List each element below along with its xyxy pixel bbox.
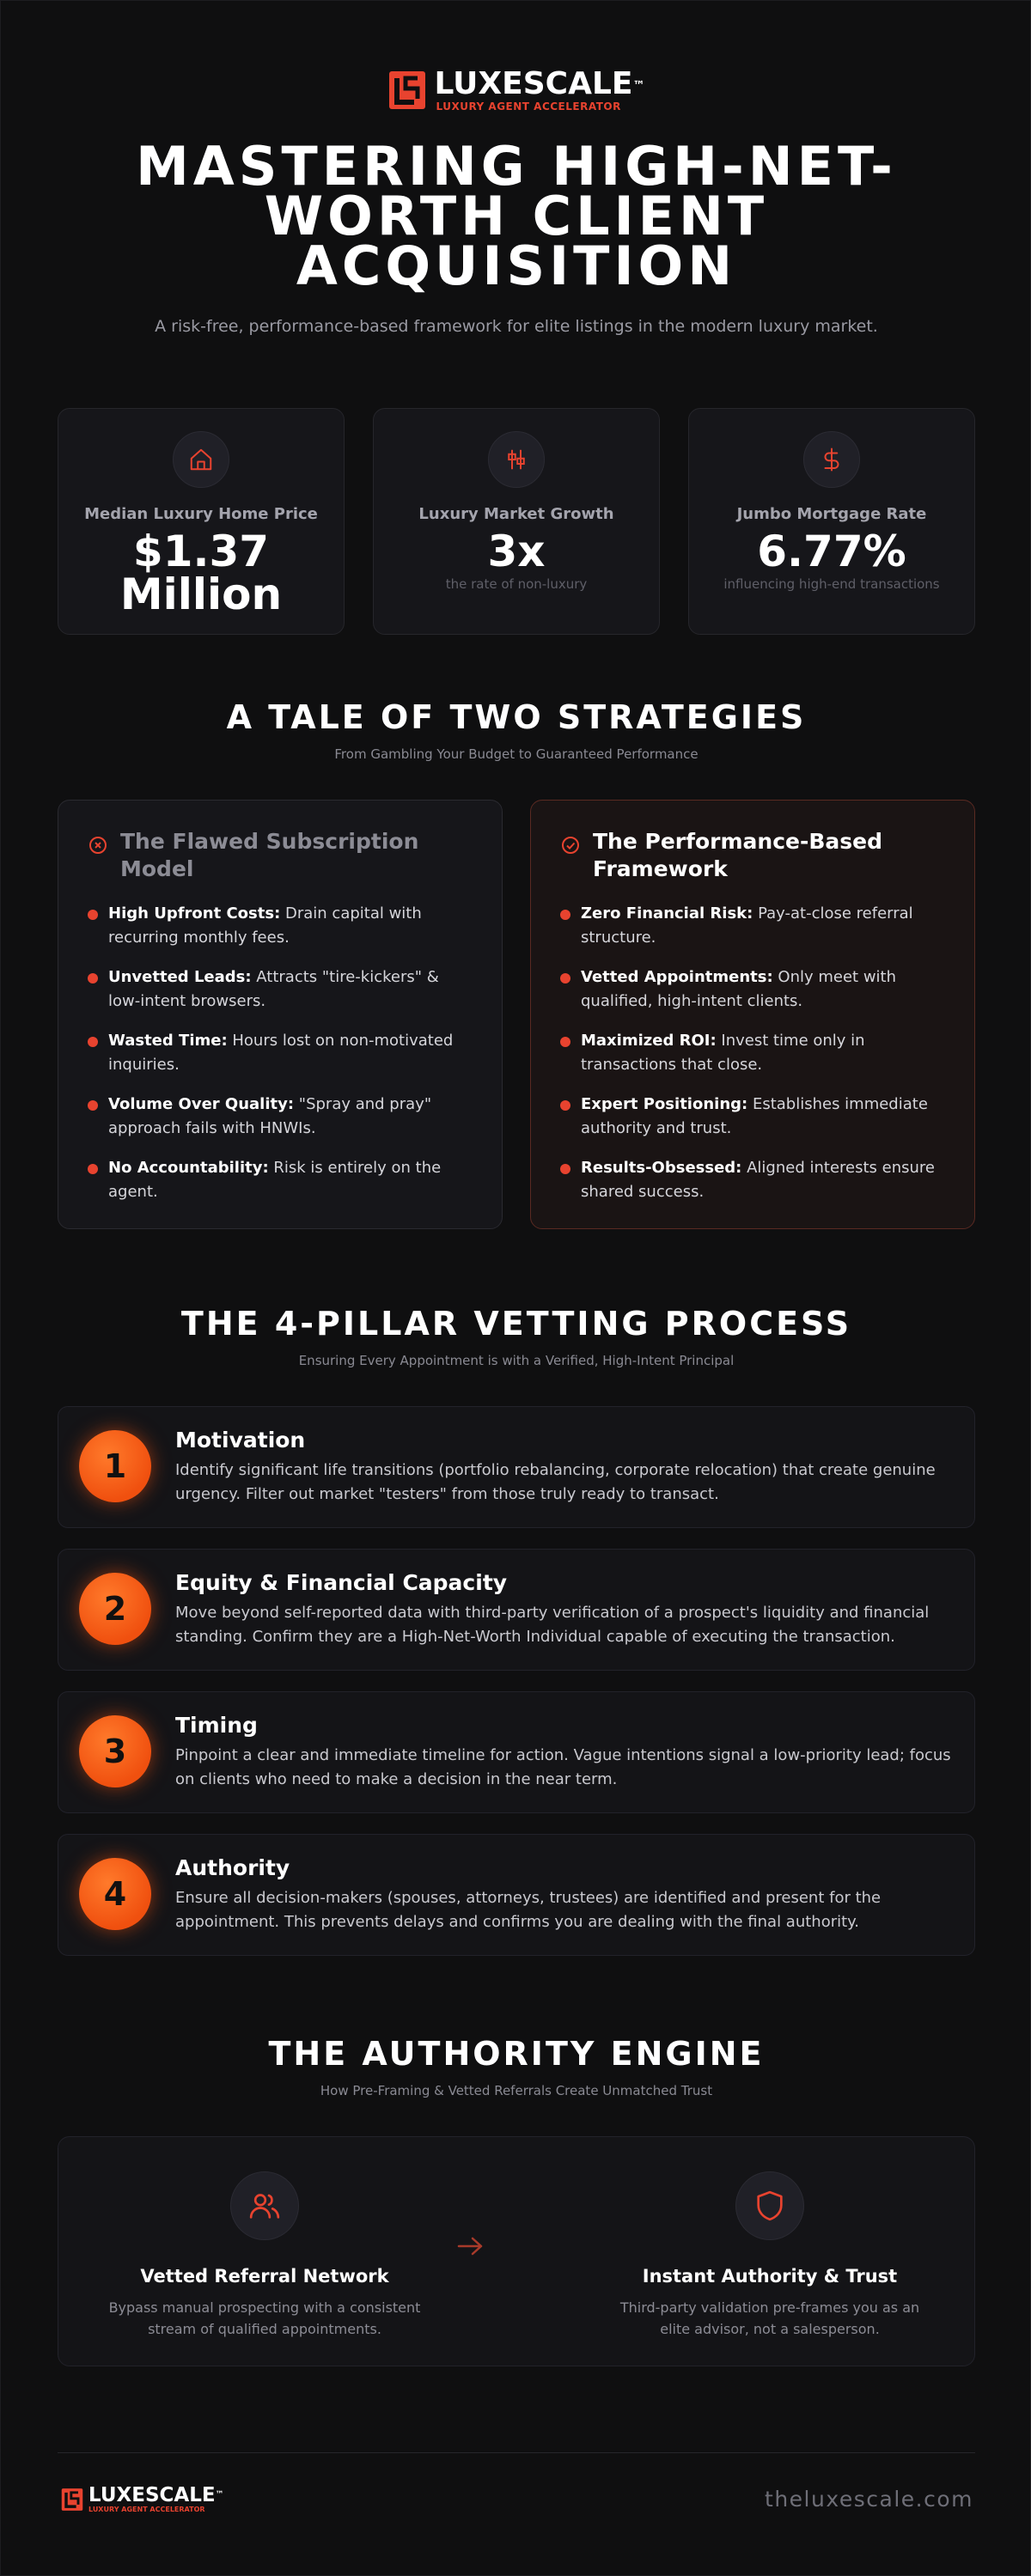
list-item: High Upfront Costs: Drain capital with recurring monthly fees. xyxy=(88,902,473,950)
list-item: Wasted Time: Hours lost on non-motivated inquiries. xyxy=(88,1029,473,1077)
pillar-description: Move beyond self-reported data with third-party verification of a prospect's liquidity and financial standing. Confirm they are a High-Net-Worth Individual capable of executing the transaction. xyxy=(175,1604,930,1646)
stat-value: $1.37 Million xyxy=(119,527,283,619)
pillar-title: Equity & Financial Capacity xyxy=(175,1570,508,1595)
strategies-title: A TALE OF TWO STRATEGIES xyxy=(226,698,807,736)
engine-subtitle: How Pre-Framing & Vetted Referrals Create Unmatched Trust xyxy=(320,2083,713,2098)
bullet-dot xyxy=(560,910,570,920)
list-item: Zero Financial Risk: Pay-at-close referral structure. xyxy=(560,902,945,950)
flawed-model-card xyxy=(58,800,503,1229)
flawed-model-title: The Flawed Subscription Model xyxy=(120,829,419,881)
list-item: Vetted Appointments: Only meet with qualified, high-intent clients. xyxy=(560,965,945,1014)
pillar-description: Ensure all decision-makers (spouses, attorneys, trustees) are identified and present for the appointment. This prevents delays and confirms you are dealing with the final authority. xyxy=(175,1889,882,1931)
list-item: Results-Obsessed: Aligned interests ensure shared success. xyxy=(560,1156,945,1204)
pillar-number-badge: 2 xyxy=(79,1573,151,1645)
hero-title: MASTERING HIGH-NET-WORTH CLIENT ACQUISITION xyxy=(136,135,897,297)
bullet-dot xyxy=(560,973,570,984)
dollar-icon xyxy=(803,431,860,488)
pillar-card-motivation xyxy=(58,1406,975,1528)
bullet-dot xyxy=(560,1037,570,1047)
flawed-model-list xyxy=(88,902,473,1204)
luxescale-logo-icon xyxy=(388,70,426,111)
bullet-dot xyxy=(88,1100,98,1111)
pillar-card-authority xyxy=(58,1834,975,1956)
users-icon xyxy=(230,2171,299,2240)
luxescale-logo-icon xyxy=(61,2488,83,2512)
stats-row xyxy=(58,408,975,635)
stat-card-home-price xyxy=(58,408,345,635)
stat-card-market-growth xyxy=(373,408,660,635)
bullet-dot xyxy=(88,1164,98,1174)
stat-card-mortgage-rate xyxy=(688,408,975,635)
brand-name: LUXESCALE™ xyxy=(434,66,645,101)
authority-engine-card xyxy=(58,2136,975,2366)
pillar-description: Pinpoint a clear and immediate timeline for action. Vague intentions signal a low-priority lead; focus on clients who need to make a decision in the near term. xyxy=(175,1746,951,1788)
pillars-title: THE 4-PILLAR VETTING PROCESS xyxy=(180,1305,852,1343)
bullet-dot xyxy=(88,973,98,984)
engine-item-title: Vetted Referral Network xyxy=(140,2266,389,2287)
performance-framework-card xyxy=(530,800,975,1229)
list-item: Expert Positioning: Establishes immediate authority and trust. xyxy=(560,1093,945,1141)
shield-icon xyxy=(735,2171,804,2240)
pillars-subtitle: Ensuring Every Appointment is with a Verified, High-Intent Principal xyxy=(298,1353,735,1368)
pillar-card-timing xyxy=(58,1691,975,1813)
house-icon xyxy=(173,431,229,488)
bullet-dot xyxy=(560,1164,570,1174)
footer-brand xyxy=(61,2485,224,2514)
stat-note: the rate of non-luxury xyxy=(445,576,588,592)
footer-website-link[interactable]: theluxescale.com xyxy=(765,2487,973,2512)
bullet-dot xyxy=(88,1037,98,1047)
brand-header xyxy=(1,68,1031,113)
list-item: Maximized ROI: Invest time only in transactions that close. xyxy=(560,1029,945,1077)
footer-divider xyxy=(58,2452,975,2453)
list-item: Unvetted Leads: Attracts "tire-kickers" & low-intent browsers. xyxy=(88,965,473,1014)
list-item: No Accountability: Risk is entirely on the agent. xyxy=(88,1156,473,1204)
pillar-card-equity xyxy=(58,1549,975,1671)
strategies-subtitle: From Gambling Your Budget to Guaranteed Performance xyxy=(334,746,699,762)
engine-referral-network xyxy=(84,2171,445,2340)
pillar-number-badge: 3 xyxy=(79,1715,151,1787)
performance-framework-list xyxy=(560,902,945,1204)
pillar-number-badge: 1 xyxy=(79,1430,151,1502)
engine-item-title: Instant Authority & Trust xyxy=(642,2266,898,2287)
footer-brand-name: LUXESCALE™ xyxy=(88,2484,224,2506)
stat-label: Median Luxury Home Price xyxy=(84,505,318,523)
pillar-title: Motivation xyxy=(175,1428,306,1452)
hero-subtitle: A risk-free, performance-based framework for elite listings in the modern luxury market. xyxy=(155,317,878,336)
chart-icon xyxy=(488,431,545,488)
pillar-title: Timing xyxy=(175,1713,258,1738)
stat-value: 3x xyxy=(487,527,546,576)
stat-note: influencing high-end transactions xyxy=(723,576,940,592)
engine-instant-authority xyxy=(589,2171,950,2340)
engine-item-description: Bypass manual prospecting with a consistent stream of qualified appointments. xyxy=(108,2299,421,2337)
x-circle-icon xyxy=(88,835,108,856)
arrow-right-icon xyxy=(454,2233,488,2259)
engine-title: THE AUTHORITY ENGINE xyxy=(268,2035,765,2073)
pillar-description: Identify significant life transitions (portfolio rebalancing, corporate relocation) that create genuine urgency. Filter out market "testers" from those truly ready to transact. xyxy=(175,1461,936,1503)
stat-label: Luxury Market Growth xyxy=(418,505,614,523)
list-item: Volume Over Quality: "Spray and pray" approach fails with HNWIs. xyxy=(88,1093,473,1141)
bullet-dot xyxy=(560,1100,570,1111)
brand-tagline: LUXURY AGENT ACCELERATOR xyxy=(436,100,621,113)
check-circle-icon xyxy=(560,835,581,856)
footer-brand-tagline: LUXURY AGENT ACCELERATOR xyxy=(88,2506,205,2513)
stat-value: 6.77% xyxy=(757,527,906,576)
stat-label: Jumbo Mortgage Rate xyxy=(736,505,927,523)
bullet-dot xyxy=(88,910,98,920)
pillar-number-badge: 4 xyxy=(79,1858,151,1930)
performance-framework-title: The Performance-Based Framework xyxy=(593,829,883,881)
pillar-title: Authority xyxy=(175,1855,290,1880)
engine-item-description: Third-party validation pre-frames you as an elite advisor, not a salesperson. xyxy=(619,2299,920,2337)
